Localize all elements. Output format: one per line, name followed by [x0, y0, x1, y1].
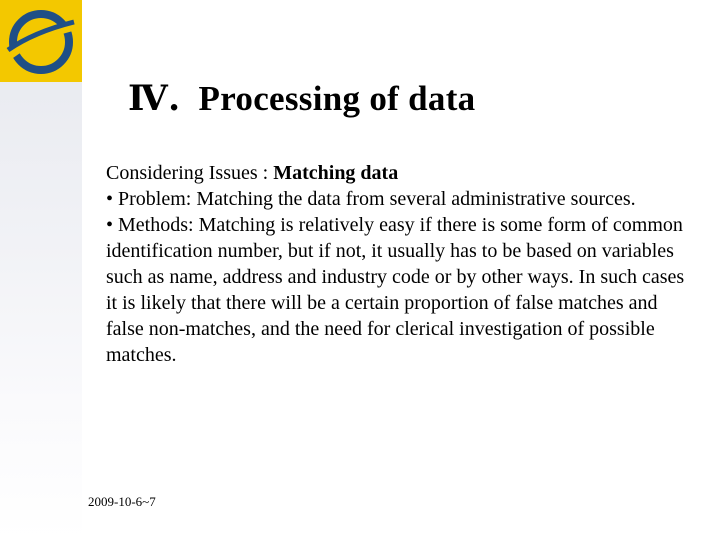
intro-bold: Matching data: [273, 162, 399, 184]
bullet-symbol: •: [106, 214, 114, 236]
slide-body: [106, 160, 696, 368]
bullet-problem: [106, 186, 696, 212]
bullet-symbol: •: [106, 188, 114, 210]
intro-line: [106, 160, 696, 186]
bullet-text: Problem: Matching the data from several administrative sources.: [113, 188, 636, 210]
title-number: Ⅳ.: [128, 78, 181, 119]
bullet-methods: [106, 212, 696, 368]
logo-box: [0, 0, 82, 82]
footer-date: 2009-10-6~7: [88, 494, 156, 509]
organization-logo-icon: [4, 6, 78, 78]
bullet-text: Methods: Matching is relatively easy if there is some form of common identification number, but if not, it usually has to be based on variables such as name, address and industry code or by other ways. In such cases it is likely that there will be a certain proportion of false matches and false non-matches, and the need for clerical investigation of possible matches.: [106, 214, 685, 366]
intro-label: Considering Issues :: [106, 162, 274, 184]
slide-title: [128, 78, 475, 119]
title-text: Processing of data: [198, 79, 476, 118]
